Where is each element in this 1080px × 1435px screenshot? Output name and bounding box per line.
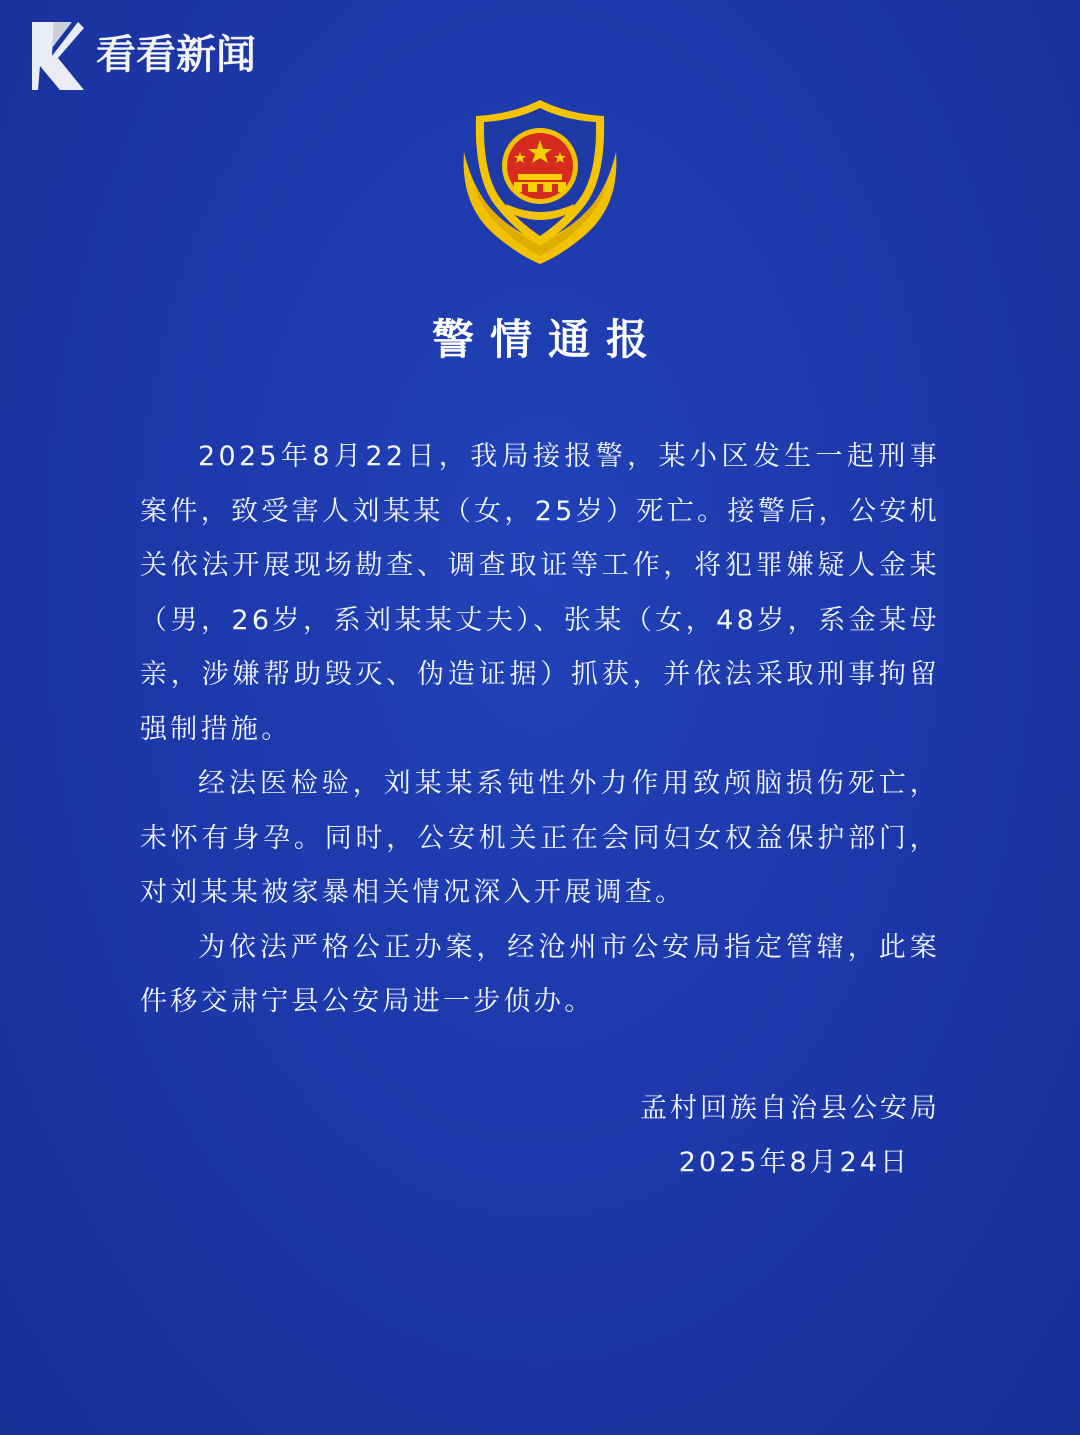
watermark-text: 看看新闻 bbox=[96, 32, 256, 78]
signature-block bbox=[640, 1082, 940, 1190]
paragraph-2: 经法医检验，刘某某系钝性外力作用致颅脑损伤死亡，未怀有身孕。同时，公安机关正在会同妇女权益保护部门，对刘某某被家暴相关情况深入开展调查。 bbox=[140, 768, 940, 908]
paragraph-3: 为依法严格公正办案，经沧州市公安局指定管辖，此案件移交肃宁县公安局进一步侦办。 bbox=[140, 931, 940, 1017]
paragraph-1: 2025年8月22日，我局接报警，某小区发生一起刑事案件，致受害人刘某某（女，25岁）死亡。接警后，公安机关依法开展现场勘查、调查取证等工作，将犯罪嫌疑人金某（男，26岁，系刘某某丈夫）、张某（女，48岁，系金某母亲，涉嫌帮助毁灭、伪造证据）抓获，并依法采取刑事拘留强制措施。 bbox=[140, 441, 940, 745]
notice-body bbox=[140, 430, 940, 1030]
issuer: 孟村回族自治县公安局 bbox=[640, 1093, 940, 1124]
notice-title: 警情通报 bbox=[431, 315, 664, 364]
issue-date: 2025年8月24日 bbox=[678, 1147, 910, 1178]
watermark bbox=[28, 18, 256, 92]
police-badge-icon bbox=[456, 96, 624, 268]
kankan-news-logo-icon bbox=[28, 18, 86, 92]
